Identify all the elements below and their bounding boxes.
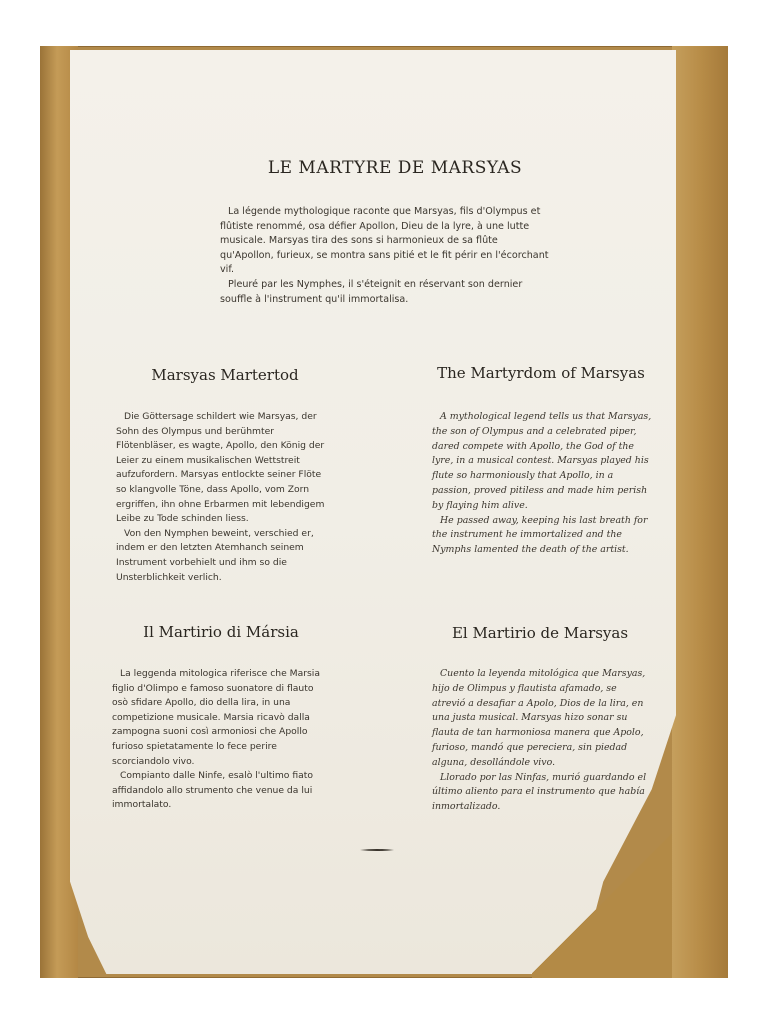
german-heading: Marsyas Martertod bbox=[151, 366, 299, 384]
intro-paragraph: La légende mythologique raconte que Marsyas, fils d'Olympus et flûtiste renommé, osa défier Apollon, Dieu de la lyre, à une lutte musicale. Marsyas tira des sons si harmonieux de sa flûte qu'Apollon, furieux, se montra sans pitié et le fit périr en l'écorchant vif. bbox=[220, 206, 549, 276]
english-paragraph: He passed away, keeping his last breath for the instrument he immortalized and the Nymphs lamented the death of the artist. bbox=[432, 514, 648, 556]
french-intro bbox=[220, 205, 550, 307]
spanish-paragraph: Cuento la leyenda mitológica que Marsyas, hijo de Olimpus y flautista afamado, se atrevió a desafiar a Apolo, Dios de la lira, en una justa musical. Marsyas hizo sonar su flauta de tan harmoniosa manera que Apolo, furioso, mandó que pereciera, sin piedad alguna, desollándole vivo. bbox=[432, 668, 646, 768]
italian-text bbox=[112, 667, 330, 813]
english-text bbox=[432, 410, 652, 558]
italian-paragraph: Compianto dalle Ninfe, esalò l'ultimo fiato affidandolo allo strumento che venue da lui immortalato. bbox=[112, 770, 313, 811]
german-paragraph: Von den Nymphen beweint, verschied er, indem er den letzten Atemhanch seinem Instrument vorbehielt und ihm so die Unsterblichkeit verlich. bbox=[116, 527, 314, 583]
english-paragraph: A mythological legend tells us that Marsyas, the son of Olympus and a celebrated piper, dared compete with Apollo, the God of the lyre, in a musical contest. Marsyas played his flute so harmoniously that Apollo, in a passion, proved pitiless and made him perish by flaying him alive. bbox=[432, 411, 652, 511]
spanish-heading: El Martirio de Marsyas bbox=[451, 624, 629, 642]
english-heading: The Martyrdom of Marsyas bbox=[437, 364, 645, 382]
intro-paragraph: Pleuré par les Nymphes, il s'éteignit en réservant son dernier souffle à l'instrument qu'il immortalisa. bbox=[220, 278, 523, 305]
german-paragraph: Die Göttersage schildert wie Marsyas, der Sohn des Olympus und berühmter Flötenbläser, es wagte, Apollo, den König der Leier zu einem musikalischen Wettstreit aufzufordern. Marsyas entlockte seiner Flöte so klangvolle Töne, dass Apollo, vom Zorn ergriffen, ihn ohne Erbarmen mit lebendigem Leibe zu Tode schinden liess. bbox=[116, 411, 325, 525]
spanish-text bbox=[432, 667, 652, 815]
page-title: LE MARTYRE DE MARSYAS bbox=[267, 158, 523, 178]
italian-paragraph: La leggenda mitologica riferisce che Marsia figlio d'Olimpo e famoso suonatore di flauto osò sfidare Apollo, dio della lira, in una competizione musicale. Marsia ricavò dalla zampogna suoni così armoniosi che Apollo furioso spietatamente lo fece perire scorciandolo vivo. bbox=[112, 668, 320, 767]
divider-ornament bbox=[360, 848, 394, 852]
italian-heading: Il Martirio di Mársia bbox=[143, 623, 299, 641]
german-text bbox=[116, 410, 332, 585]
spanish-paragraph: Llorado por las Ninfas, murió guardando el último aliento para el instrumento que había inmortalizado. bbox=[432, 771, 647, 813]
